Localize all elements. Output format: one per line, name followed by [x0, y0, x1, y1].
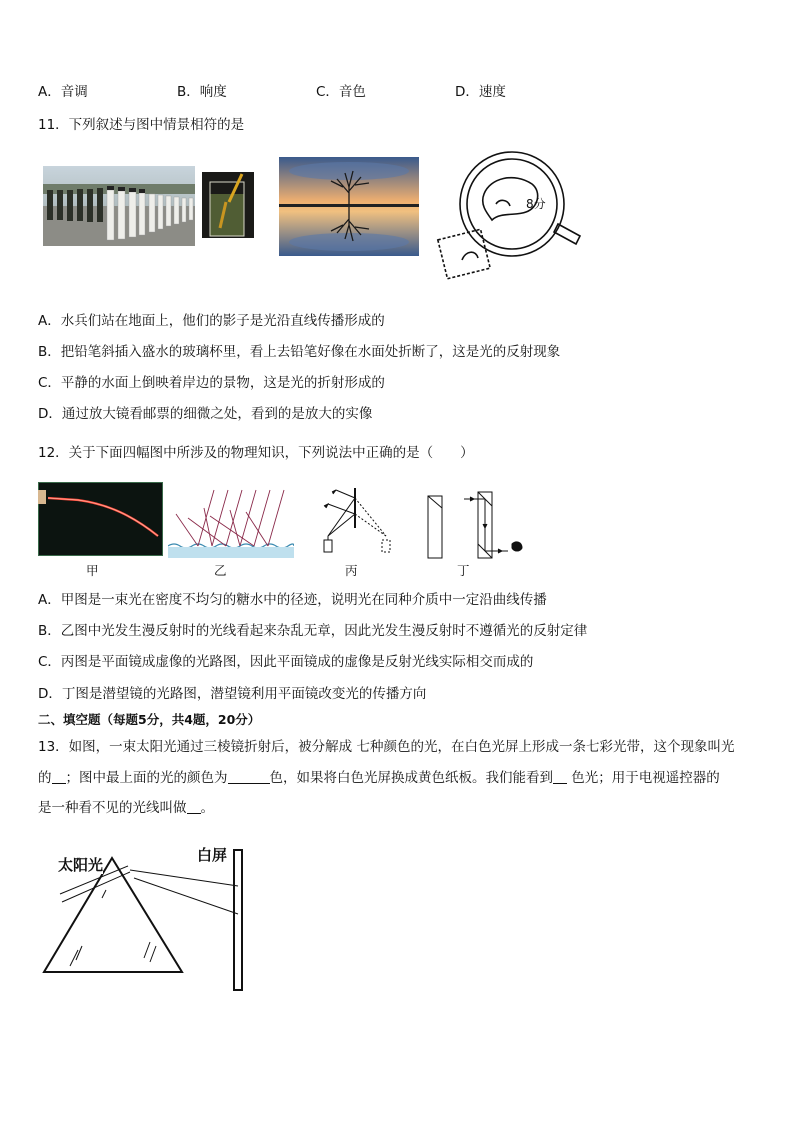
q13-line2: [38, 769, 720, 787]
fig-yi-diffuse-reflection: [168, 488, 294, 562]
q13-text-e: 是一种看不见的光线叫做: [38, 800, 187, 816]
q11-stem: 11．下列叙述与图中情景相符的是: [38, 117, 245, 133]
pencil-in-glass-photo: [202, 172, 254, 242]
magnifier-stamp-drawing: [434, 150, 588, 284]
soldiers-photo: [43, 166, 195, 250]
q13-text-a: 的: [38, 770, 52, 786]
caption-jia: 甲: [86, 563, 99, 578]
label-white-screen: 白屏: [197, 846, 228, 864]
q13-line3: [38, 799, 214, 817]
q13-text-f: 。: [200, 800, 214, 816]
section-fill-in-title: 二、填空题（每题5分，共4题，20分）: [38, 712, 261, 727]
q11-option-b: B．把铅笔斜插入盛水的玻璃杯里，看上去铅笔好像在水面处折断了，这是光的反射现象: [38, 344, 561, 360]
label-sunlight: 太阳光: [58, 856, 104, 874]
q13-line1: 13．如图，一束太阳光通过三棱镜折射后，被分解成 七种颜色的光，在白色光屏上形成一条七彩光带，这个现象叫光: [38, 739, 735, 755]
fig-bing-plane-mirror: [318, 484, 396, 562]
blank-3: [553, 770, 567, 784]
q10-option-c: C．音色: [316, 84, 366, 100]
prism-dispersion-diagram: [40, 842, 250, 994]
q12-option-d: D．丁图是潜望镜的光路图，潜望镜利用平面镜改变光的传播方向: [38, 686, 427, 702]
fig-jia-light-in-sugar-water: [38, 482, 163, 560]
svg-text:8分: 8分: [526, 197, 546, 211]
q10-option-d: D．速度: [455, 84, 506, 100]
q10-option-a: A．音调: [38, 84, 88, 100]
blank-2: [228, 770, 270, 784]
caption-yi: 乙: [214, 563, 227, 578]
caption-ding: 丁: [457, 563, 470, 578]
q12-stem: 12．关于下面四幅图中所涉及的物理知识，下列说法中正确的是（ ）: [38, 445, 474, 461]
q12-option-a: A．甲图是一束光在密度不均匀的糖水中的径迹，说明光在同种介质中一定沿曲线传播: [38, 592, 547, 608]
q13-text-b: ；图中最上面的光的颜色为: [65, 770, 228, 786]
q13-text-c: 色，如果将白色光屏换成黄色纸板。我们能看到: [269, 770, 553, 786]
lake-reflection-photo: [279, 157, 419, 260]
q12-option-c: C．丙图是平面镜成虚像的光路图，因此平面镜成的虚像是反射光线实际相交而成的: [38, 654, 534, 670]
q10-option-b: B．响度: [177, 84, 227, 100]
q11-option-c: C．平静的水面上倒映着岸边的景物，这是光的折射形成的: [38, 375, 385, 391]
q11-option-a: A．水兵们站在地面上，他们的影子是光沿直线传播形成的: [38, 313, 385, 329]
fig-ding-periscope: [424, 488, 528, 564]
q12-option-b: B．乙图中光发生漫反射时的光线看起来杂乱无章，因此光发生漫反射时不遵循光的反射定律: [38, 623, 588, 639]
q11-option-d: D．通过放大镜看邮票的细微之处，看到的是放大的实像: [38, 406, 373, 422]
blank-4: [187, 800, 201, 814]
caption-bing: 丙: [345, 563, 358, 578]
q13-text-d: 色光；用于电视遥控器的: [567, 770, 720, 786]
blank-1: [52, 770, 66, 784]
